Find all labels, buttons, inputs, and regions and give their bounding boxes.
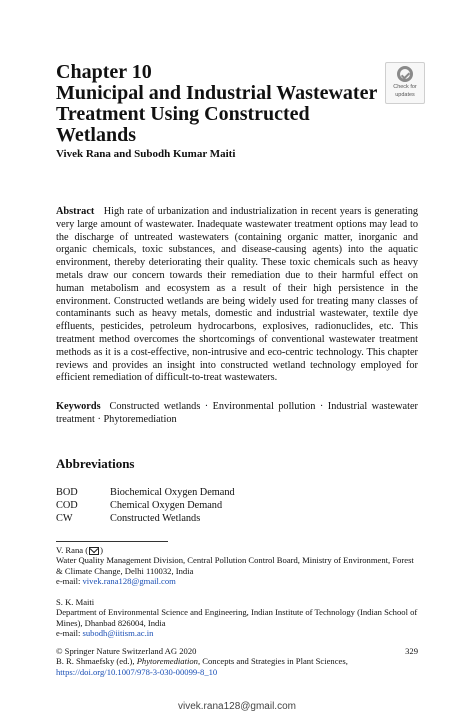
citation	[56, 656, 418, 666]
email-label: e-mail:	[56, 628, 81, 639]
abbreviation-code: COD	[56, 499, 78, 511]
author-note-1: V. Rana ( ) Water Quality Management Division, Central Pollution Control Board, Ministry of Environment, Forest & Climate Change, Delhi 110032, India e-mail: vivek.rana128@gmail.com	[56, 545, 418, 587]
citation-book-title: Phytoremediation	[136, 656, 198, 667]
keywords	[56, 401, 418, 427]
email-label: e-mail:	[56, 576, 81, 587]
authors: Vivek Rana and Subodh Kumar Maiti	[56, 148, 236, 160]
abstract	[56, 206, 418, 385]
abbreviation-code: BOD	[56, 487, 78, 498]
keywords-heading: Keywords	[56, 401, 101, 412]
doi-link[interactable]: https://doi.org/10.1007/978-3-030-00099-8_10	[56, 666, 218, 677]
page-number: 329	[405, 646, 418, 656]
abbreviation-row	[56, 487, 235, 500]
author-note-2	[56, 597, 418, 639]
author-email-link[interactable]: vivek.rana128@gmail.com	[82, 576, 176, 587]
chapter-title-line-1: Municipal and Industrial Wastewater	[56, 82, 378, 104]
badge-label-2: updates	[395, 92, 415, 98]
author-note-affiliation: Department of Environmental Science and Engineering, Indian Institute of Technology (Indian School of Mines), Dhanbad 826004, India	[56, 607, 418, 628]
keywords-text: Constructed wetlands · Environmental pollution · Industrial wastewater treatment · Phytoremediation	[56, 401, 418, 425]
citation-suffix: , Concepts and Strategies in Plant Sciences,	[197, 656, 348, 667]
abbreviation-code: CW	[56, 512, 73, 524]
abbreviation-row	[56, 513, 235, 526]
abbreviations-title: Abbreviations	[56, 456, 135, 471]
footnote-divider	[56, 541, 168, 542]
citation-editor: B. R. Shmaefsky (ed.),	[56, 656, 135, 667]
badge-label-1: Check for	[393, 84, 417, 90]
author-note-affiliation: Water Quality Management Division, Central Pollution Control Board, Ministry of Environment, Forest & Climate Change, Delhi 110032, India	[56, 555, 414, 576]
abbreviations-table	[56, 487, 235, 525]
author-email-link[interactable]: subodh@iitism.ac.in	[82, 628, 154, 639]
abstract-heading: Abstract	[56, 206, 95, 217]
abstract-text: High rate of urbanization and industrialization in recent years is generating very large amount of wastewater. Inadequate wastewater treatment options may lead to the discharge of untreated wastewaters (containing organic matter, inorganic and organic chemicals, toxic substances, and disease-causing agents) into the aquatic environment, thereby deteriorating their quality. These toxic chemicals such as heavy metals draw our concern towards their remediation due to their harmful effect on human metabolism and ecosystem as a result of their high persistence in the environment. Constructed wetlands are being widely used for treating many classes of contaminants such as heavy metals, domestic and industrial wastewater, textile dye effluents, pesticides, petroleum hydrocarbons, explosives, radionuclides, etc. This treatment method overcomes the shortcomings of conventional wastewater treatment methods as it is a cost-effective, non-intrusive and eco-centric technology. This chapter reviews and provides an insight into constructed wetland technology employed for efficient remediation of difficult-to-treat wastewaters.	[56, 206, 418, 384]
abbreviation-meaning: Biochemical Oxygen Demand	[110, 487, 235, 498]
chapter-heading	[56, 62, 386, 146]
abbreviation-meaning: Constructed Wetlands	[110, 512, 201, 524]
abbreviation-meaning: Chemical Oxygen Demand	[110, 499, 223, 511]
abbreviation-row	[56, 500, 235, 513]
chapter-title-line-2: Treatment Using Constructed Wetlands	[56, 103, 310, 146]
envelope-icon	[89, 547, 99, 555]
check-for-updates-icon	[397, 66, 413, 82]
page-footer	[56, 646, 418, 677]
watermark: vivek.rana128@gmail.com	[178, 701, 296, 712]
check-for-updates-badge[interactable]	[385, 62, 425, 104]
chapter-number: Chapter 10	[56, 61, 152, 83]
author-note-name: S. K. Maiti	[56, 597, 95, 607]
copyright: © Springer Nature Switzerland AG 2020	[56, 646, 197, 656]
author-note-name: V. Rana	[56, 545, 84, 555]
